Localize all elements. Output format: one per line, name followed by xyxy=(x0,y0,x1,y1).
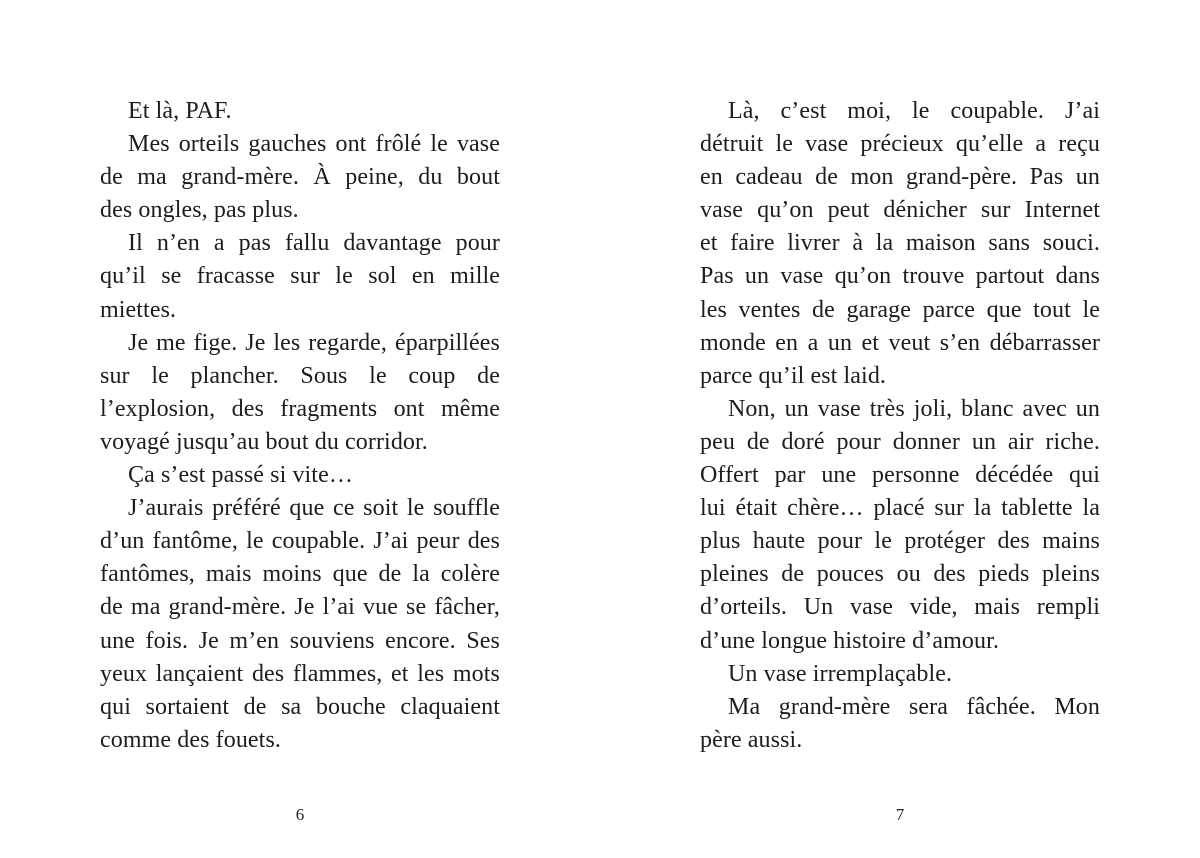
text-line: miettes. xyxy=(100,296,177,323)
paragraph xyxy=(100,227,500,326)
text-line: lui était chère… placé sur la tablette la xyxy=(700,495,1100,522)
text-line: d’orteils. Un vase vide, mais rempli xyxy=(700,594,1100,621)
text-line: pleines de pouces ou des pieds pleins xyxy=(700,561,1100,588)
left-page-text xyxy=(100,95,500,757)
text-line: Il n’en a pas fallu davantage pour xyxy=(128,230,500,257)
text-line: l’explosion, des fragments ont même xyxy=(100,395,500,422)
text-line: d’une longue histoire d’amour. xyxy=(700,627,999,654)
paragraph xyxy=(700,393,1100,658)
text-line: qu’il se fracasse sur le sol en mille xyxy=(100,263,500,290)
paragraph xyxy=(100,492,500,757)
paragraph xyxy=(100,128,500,227)
right-page-text xyxy=(700,95,1100,757)
text-line: Offert par une personne décédée qui xyxy=(700,462,1100,489)
text-line: Ma grand-mère sera fâchée. Mon xyxy=(728,693,1100,720)
text-line: peu de doré pour donner un air riche. xyxy=(700,428,1100,455)
text-line: plus haute pour le protéger des mains xyxy=(700,528,1100,555)
text-line: Là, c’est moi, le coupable. J’ai xyxy=(728,98,1100,124)
text-line: d’un fantôme, le coupable. J’ai peur des xyxy=(100,528,500,555)
paragraph xyxy=(700,658,1100,691)
text-line: qui sortaient de sa bouche claquaient xyxy=(100,693,500,720)
left-page xyxy=(100,0,500,858)
text-line: et faire livrer à la maison sans souci. xyxy=(700,230,1100,257)
paragraph xyxy=(100,459,500,492)
text-line: de ma grand-mère. Je l’ai vue se fâcher, xyxy=(100,594,500,621)
text-line: Non, un vase très joli, blanc avec un xyxy=(728,395,1100,422)
text-line: fantômes, mais moins que de la colère xyxy=(100,561,500,588)
paragraph xyxy=(700,95,1100,393)
paragraph xyxy=(100,95,500,128)
text-line: Je me fige. Je les regarde, éparpillées xyxy=(128,329,500,356)
text-line: J’aurais préféré que ce soit le souffle xyxy=(128,495,500,522)
right-page xyxy=(700,0,1100,858)
paragraph xyxy=(700,691,1100,757)
right-page-number: 7 xyxy=(895,805,905,824)
text-line: une fois. Je m’en souviens encore. Ses xyxy=(100,627,500,654)
text-line: père aussi. xyxy=(700,726,803,753)
text-line: en cadeau de mon grand-père. Pas un xyxy=(700,164,1100,191)
text-line: des ongles, pas plus. xyxy=(100,197,299,224)
text-line: les ventes de garage parce que tout le xyxy=(700,296,1100,323)
text-line: vase qu’on peut dénicher sur Internet xyxy=(700,197,1100,224)
text-line: détruit le vase précieux qu’elle a reçu xyxy=(700,131,1100,158)
paragraph xyxy=(100,327,500,459)
text-line: de ma grand-mère. À peine, du bout xyxy=(100,164,500,191)
text-line: comme des fouets. xyxy=(100,726,281,753)
text-line: Pas un vase qu’on trouve partout dans xyxy=(700,263,1100,290)
left-page-number: 6 xyxy=(295,805,305,824)
text-line: Mes orteils gauches ont frôlé le vase xyxy=(128,131,500,158)
text-line: Ça s’est passé si vite… xyxy=(128,462,353,489)
text-line: Un vase irremplaçable. xyxy=(728,660,953,687)
text-line: sur le plancher. Sous le coup de xyxy=(100,362,500,389)
text-line: Et là, PAF. xyxy=(128,98,232,124)
text-line: voyagé jusqu’au bout du corridor. xyxy=(100,428,428,455)
text-line: monde en a un et veut s’en débarrasser xyxy=(700,329,1100,356)
text-line: yeux lançaient des flammes, et les mots xyxy=(100,660,500,687)
text-line: parce qu’il est laid. xyxy=(700,362,887,389)
